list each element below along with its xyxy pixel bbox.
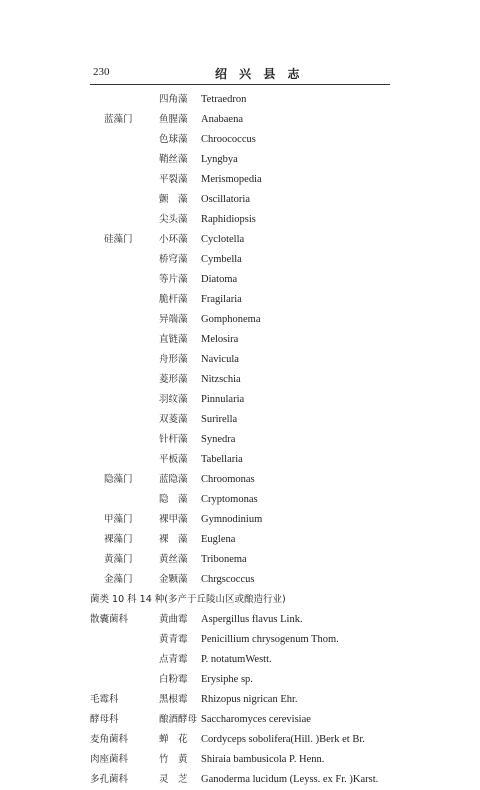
chinese-name: 羽纹藻 [159,394,188,405]
latin-name: Ganoderma lucidum (Leyss. ex Fr. )Karst. [201,774,379,785]
latin-name: Erysiphe sp. [201,674,253,685]
chinese-name: 四角藻 [159,94,188,105]
latin-name: Gymnodinium [201,514,263,525]
section-heading-row [0,590,480,610]
list-item [0,250,480,270]
latin-name: Cordyceps sobolifera(Hill. )Berk et Br. [201,734,365,745]
latin-name: P. notatumWestt. [201,654,272,665]
chinese-name: 黄丝藻 [159,554,188,565]
chinese-name: 鱼腥藻 [159,114,188,125]
list-item [0,390,480,410]
latin-name: Chrgscoccus [201,574,255,585]
chinese-name: 颤 藻 [159,194,188,205]
phylum-label: 金藻门 [104,574,133,585]
chinese-name: 金颗藻 [159,574,188,585]
list-item [0,170,480,190]
chinese-name: 蝉 花 [159,734,188,745]
chinese-name: 尖头藻 [159,214,188,225]
page-title: 绍 兴 县 志 [215,67,304,81]
family-label: 酵母科 [90,714,119,725]
chinese-name: 色球藻 [159,134,188,145]
phylum-label: 黄藻门 [104,554,133,565]
latin-name: Gomphonema [201,314,261,325]
latin-name: Anabaena [201,114,243,125]
page-header [90,66,390,90]
chinese-name: 平板藻 [159,454,188,465]
latin-name: Tetraedron [201,94,247,105]
list-item [0,750,480,770]
chinese-name: 双菱藻 [159,414,188,425]
latin-name: Pinnularia [201,394,245,405]
fungi-heading: 菌类 10 科 14 种(多产于丘陵山区或酿造行业) [90,594,286,605]
latin-name: Cymbella [201,254,242,265]
list-item [0,190,480,210]
latin-name: Aspergillus flavus Link. [201,614,303,625]
list-item [0,770,480,790]
latin-name: Melosira [201,334,239,345]
list-item [0,570,480,590]
list-item [0,330,480,350]
list-item [0,650,480,670]
latin-name: Lyngbya [201,154,238,165]
latin-name: Penicillium chrysogenum Thom. [201,634,339,645]
latin-name: Rhizopus nigrican Ehr. [201,694,298,705]
chinese-name: 菱形藻 [159,374,188,385]
chinese-name: 裸 藻 [159,534,188,545]
list-item [0,430,480,450]
family-label: 散囊菌科 [90,614,129,625]
list-item [0,210,480,230]
list-item [0,270,480,290]
list-item [0,410,480,430]
latin-name: Tabellaria [201,454,243,465]
chinese-name: 桥穹藻 [159,254,188,265]
page-number: 230 [93,66,110,78]
phylum-label: 硅藻门 [104,234,133,245]
latin-name: Cyclotella [201,234,245,245]
chinese-name: 隐 藻 [159,494,188,505]
latin-name: Chroomonas [201,474,255,485]
chinese-name: 直链藻 [159,334,188,345]
list-item [0,130,480,150]
family-label: 麦角菌科 [90,734,129,745]
latin-name: Raphidiopsis [201,214,256,225]
chinese-name: 平裂藻 [159,174,188,185]
list-item [0,710,480,730]
list-item [0,370,480,390]
list-item [0,230,480,250]
chinese-name: 小环藻 [159,234,188,245]
latin-name: Merismopedia [201,174,262,185]
list-item [0,290,480,310]
chinese-name: 舟形藻 [159,354,188,365]
list-item [0,550,480,570]
list-item [0,730,480,750]
chinese-name: 针杆藻 [159,434,188,445]
list-item [0,630,480,650]
list-item [0,530,480,550]
chinese-name: 酿酒酵母 [159,714,198,725]
latin-name: Fragilaria [201,294,242,305]
list-item [0,470,480,490]
latin-name: Cryptomonas [201,494,258,505]
latin-name: Oscillatoria [201,194,250,205]
phylum-label: 裸藻门 [104,534,133,545]
chinese-name: 异端藻 [159,314,188,325]
list-item [0,310,480,330]
latin-name: Surirella [201,414,238,425]
latin-name: Synedra [201,434,236,445]
header-rule [90,84,390,85]
list-item [0,450,480,470]
list-item [0,510,480,530]
chinese-name: 灵 芝 [159,774,188,785]
chinese-name: 竹 黄 [159,754,188,765]
family-label: 肉座菌科 [90,754,129,765]
latin-name: Chroococcus [201,134,256,145]
list-item [0,90,480,110]
family-label: 多孔菌科 [90,774,129,785]
list-item [0,490,480,510]
phylum-label: 蓝藻门 [104,114,133,125]
chinese-name: 脆杆藻 [159,294,188,305]
species-list [0,90,480,790]
latin-name: Tribonema [201,554,247,565]
chinese-name: 鞘丝藻 [159,154,188,165]
latin-name: Diatoma [201,274,238,285]
chinese-name: 白粉霉 [159,674,188,685]
chinese-name: 黄曲霉 [159,614,188,625]
list-item [0,110,480,130]
phylum-label: 甲藻门 [104,514,133,525]
chinese-name: 点青霉 [159,654,188,665]
chinese-name: 裸甲藻 [159,514,188,525]
chinese-name: 黄青霉 [159,634,188,645]
latin-name: Navicula [201,354,239,365]
list-item [0,150,480,170]
list-item [0,610,480,630]
latin-name: Shiraia bambusicola P. Henn. [201,754,325,765]
chinese-name: 蓝隐藻 [159,474,188,485]
chinese-name: 等片藻 [159,274,188,285]
latin-name: Euglena [201,534,236,545]
chinese-name: 黑根霉 [159,694,188,705]
phylum-label: 隐藻门 [104,474,133,485]
family-label: 毛霉科 [90,694,119,705]
latin-name: Nitzschia [201,374,241,385]
list-item [0,690,480,710]
list-item [0,670,480,690]
list-item [0,350,480,370]
latin-name: Saccharomyces cerevisiae [201,714,311,725]
